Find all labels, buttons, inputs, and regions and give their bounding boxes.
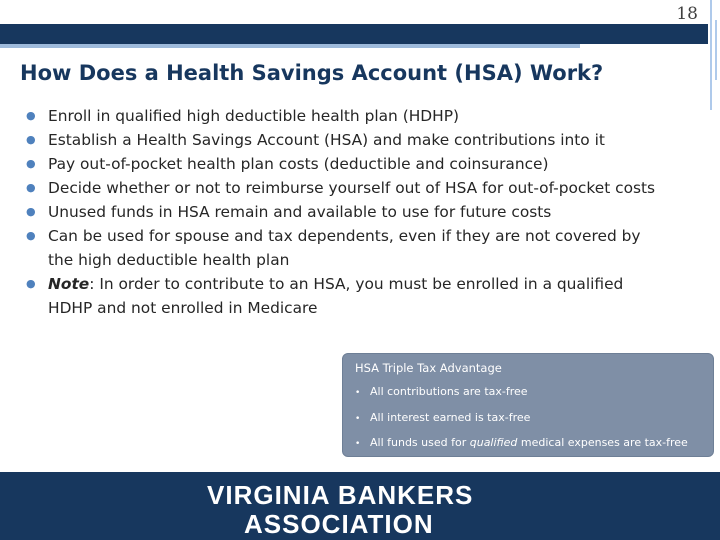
header-bar	[0, 24, 708, 44]
bullet-text: Can be used for spouse and tax dependents, even if they are not covered by the high deductible health plan	[48, 227, 641, 269]
bullet-list	[24, 104, 664, 320]
footer-band	[0, 472, 720, 540]
bullet-text: Establish a Health Savings Account (HSA) and make contributions into it	[48, 131, 605, 149]
bullet-text: Unused funds in HSA remain and available to use for future costs	[48, 203, 552, 221]
bullet-item	[24, 200, 664, 224]
decorative-lines	[710, 0, 720, 110]
bullet-icon: ●	[26, 109, 36, 122]
callout-item	[355, 431, 703, 457]
bullet-icon: ●	[26, 133, 36, 146]
callout-list	[355, 380, 703, 457]
note-label: Note	[48, 275, 90, 293]
bullet-item	[24, 224, 664, 272]
bullet-icon: ●	[26, 277, 36, 290]
bullet-item-note	[24, 272, 664, 320]
bullet-item	[24, 152, 664, 176]
bullet-text: Enroll in qualified high deductible health plan (HDHP)	[48, 107, 459, 125]
bullet-icon: •	[355, 388, 361, 398]
callout-item	[355, 380, 703, 406]
bullet-text: Decide whether or not to reimburse yourself out of HSA for out-of-pocket costs	[48, 179, 656, 197]
callout-title: HSA Triple Tax Advantage	[355, 361, 502, 375]
callout-item-text: All contributions are tax-free	[370, 385, 528, 398]
slide-title: How Does a Health Savings Account (HSA) Work?	[20, 61, 604, 85]
bullet-icon: ●	[26, 229, 36, 242]
callout-item-text-post: medical expenses are tax-free	[517, 436, 688, 449]
callout-item	[355, 406, 703, 432]
triple-tax-callout	[342, 353, 714, 457]
note-text: : In order to contribute to an HSA, you must be enrolled in a qualified HDHP and not enrolled in Medicare	[48, 275, 624, 317]
callout-item-emphasis: qualified	[469, 436, 518, 449]
bullet-text: Pay out-of-pocket health plan costs (deductible and coinsurance)	[48, 155, 549, 173]
page-number: 18	[676, 4, 698, 24]
header-accent-bar	[0, 44, 580, 48]
bullet-icon: ●	[26, 181, 36, 194]
bullet-icon: •	[355, 439, 361, 449]
bullet-item	[24, 128, 664, 152]
bullet-item	[24, 104, 664, 128]
bullet-icon: ●	[26, 205, 36, 218]
callout-item-text-pre: All funds used for	[370, 436, 470, 449]
bullet-icon: •	[355, 413, 361, 424]
vba-logo-line2: ASSOCIATION	[244, 509, 434, 539]
vba-logo-line1: VIRGINIA BANKERS	[207, 480, 474, 510]
callout-item-text: All interest earned is tax-free	[370, 410, 531, 424]
bullet-icon: ●	[26, 157, 36, 170]
bullet-item	[24, 176, 664, 200]
